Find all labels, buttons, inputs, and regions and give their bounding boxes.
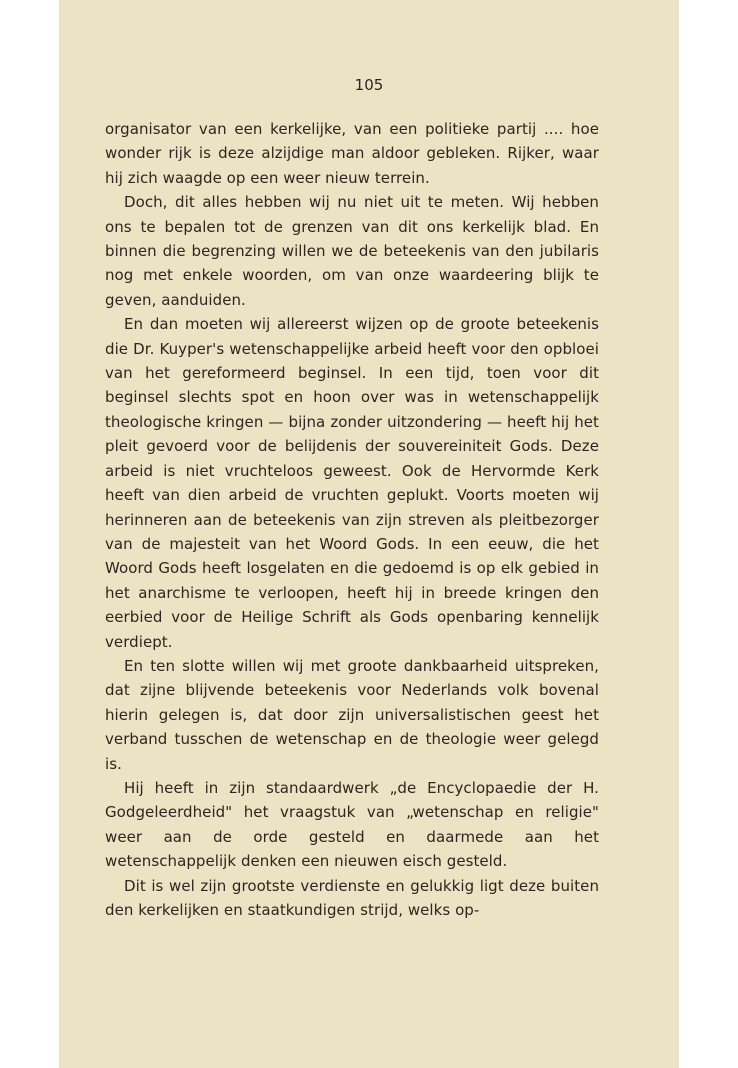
paragraph: Hij heeft in zijn standaardwerk „de Encyclopaedie der H. Godgeleerdheid" het vraagstuk van „wetenschap en religie" weer aan de orde gesteld en daarmede aan het wetenschappelijk denken een nieuwen eisch gesteld. — [105, 778, 599, 871]
body-text — [105, 117, 599, 922]
paragraph: organisator van een kerkelijke, van een politieke partij .... hoe wonder rijk is deze alzijdige man aldoor gebleken. Rijker, waar hij zich waagde op een weer nieuw terrein. — [105, 120, 599, 187]
paragraph: Dit is wel zijn grootste verdienste en gelukkig ligt deze buiten den kerkelijken en staatkundigen strijd, welks op- — [105, 876, 599, 919]
paragraph: Doch, dit alles hebben wij nu niet uit te meten. Wij hebben ons te bepalen tot de grenzen van dit ons kerkelijk blad. En binnen die begrenzing willen we de beteekenis van den jubilaris nog met enkele woorden, om van onze waardeering blijk te geven, aanduiden. — [105, 193, 599, 309]
paragraph: En dan moeten wij allereerst wijzen op de groote beteekenis die Dr. Kuyper's wetenschappelijke arbeid heeft voor den opbloei van het gereformeerd beginsel. In een tijd, toen voor dit beginsel slechts spot en hoon over was in wetenschappelijk theologische kringen — bijna zonder uitzondering — heeft hij het pleit gevoerd voor de belijdenis der souvereiniteit Gods. Deze arbeid is niet vruchteloos geweest. Ook de Hervormde Kerk heeft van dien arbeid de vruchten geplukt. Voorts moeten wij herinneren aan de beteekenis van zijn streven als pleitbezorger van de majesteit van het Woord Gods. In een eeuw, die het Woord Gods heeft losgelaten en die gedoemd is op elk gebied in het anarchisme te verloopen, heeft hij in breede kringen den eerbied voor de Heilige Schrift als Gods openbaring kennelijk verdiept. — [105, 315, 599, 651]
book-page — [59, 0, 679, 1068]
paragraph: En ten slotte willen wij met groote dankbaarheid uitspreken, dat zijne blijvende beteekenis voor Nederlands volk bovenal hierin gelegen is, dat door zijn universalistischen geest het verband tusschen de wetenschap en de theologie weer gelegd is. — [105, 656, 599, 773]
page-number: 105 — [354, 76, 384, 94]
